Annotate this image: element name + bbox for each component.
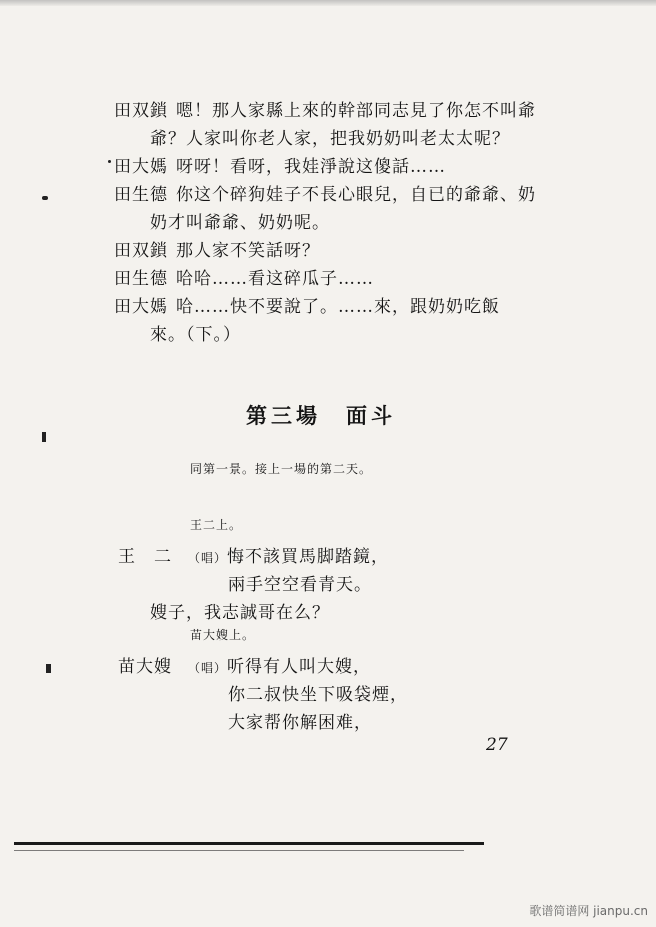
speaker-name: 田生德	[114, 269, 168, 289]
dialogue-line-7	[114, 264, 374, 289]
speaker-name: 田大媽	[114, 297, 168, 317]
entrance-direction: 王二上。	[190, 518, 243, 532]
dialogue-text: 哈哈……看这碎瓜子……	[176, 269, 374, 289]
sing-cue: （唱）	[188, 661, 228, 675]
dialogue-line-6	[114, 236, 320, 261]
dialogue-text: 爺？人家叫你老人家，把我奶奶叫老太太呢？	[150, 129, 510, 149]
spoken-line: 嫂子，我志誠哥在么？	[150, 603, 330, 623]
speaker-name: 田大媽	[114, 157, 168, 177]
watermark: 歌谱简谱网 jianpu.cn	[529, 904, 648, 918]
speaker-name: 田生德	[114, 185, 168, 205]
song-line-2: 兩手空空看青天。	[228, 575, 372, 595]
song-text: 悔不該買馬脚踏鏡，	[227, 547, 390, 567]
dialogue-line-8	[114, 292, 500, 317]
scan-speck	[42, 196, 48, 200]
page-number: 27	[486, 735, 508, 755]
sing-cue: （唱）	[188, 551, 228, 565]
song-line-4: 你二叔快坐下吸袋煙，	[228, 685, 408, 705]
dialogue-line-3	[114, 152, 446, 177]
dialogue-text: 奶才叫爺爺、奶奶呢。	[150, 213, 330, 233]
dialogue-text: 呀呀！看呀，我娃淨說这傻話……	[176, 157, 446, 177]
dialogue-text: 來。（下。）	[150, 325, 241, 345]
speaker-name: 王 二	[118, 547, 172, 567]
scan-speck	[42, 432, 46, 442]
dialogue-text: 哈……快不要說了。……來，跟奶奶吃飯	[176, 297, 500, 317]
song-text: 听得有人叫大嫂，	[227, 657, 372, 677]
stage-direction: 同第一景。接上一場的第二天。	[190, 462, 373, 476]
dialogue-line-5	[150, 208, 330, 233]
dialogue-text: 你这个碎狗娃子不長心眼兒，自已的爺爺、奶	[176, 185, 536, 205]
page-top-edge	[0, 0, 656, 6]
dialogue-line-9	[150, 320, 241, 345]
song-line-3	[118, 652, 371, 677]
song-line-1	[118, 542, 389, 567]
dialogue-text: 那人家不笑話呀？	[176, 241, 320, 261]
dialogue-line-4	[114, 180, 536, 205]
dialogue-text: 嗯！那人家縣上來的幹部同志見了你怎不叫爺	[176, 101, 536, 121]
entrance-direction: 苗大嫂上。	[190, 628, 256, 642]
speaker-name: 苗大嫂	[118, 657, 172, 677]
scan-speck	[46, 664, 51, 673]
scan-speck	[108, 160, 111, 163]
bottom-rule-thin	[14, 850, 464, 851]
song-line-5: 大家帮你解困难，	[228, 713, 372, 733]
speaker-name: 田双鎖	[114, 101, 168, 121]
dialogue-line-2	[150, 124, 510, 149]
scene-title: 第三場 面斗	[246, 403, 396, 428]
speaker-name: 田双鎖	[114, 241, 168, 261]
bottom-rule	[14, 842, 484, 845]
dialogue-line-1	[114, 96, 536, 121]
